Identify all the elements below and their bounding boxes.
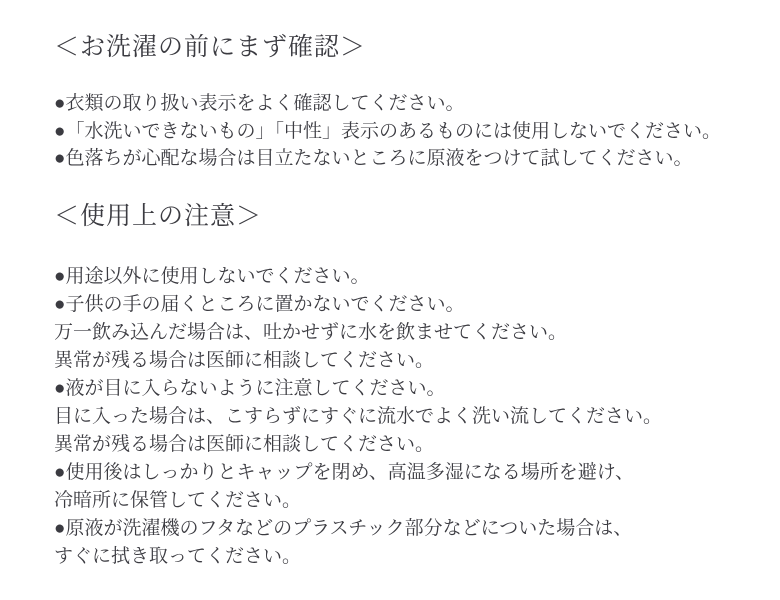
instruction-line: ●「水洗いできないもの」「中性」表示のあるものには使用しないでください。 (54, 120, 721, 142)
instruction-line: ●衣類の取り扱い表示をよく確認してください。 (54, 93, 465, 114)
instruction-line: ●使用後はしっかりとキャップを閉め、高温多湿になる場所を避け、 (54, 461, 634, 483)
instruction-line: 冷暗所に保管してください。 (54, 489, 302, 511)
instruction-line: 万一飲み込んだ場合は、吐かせずに水を飲ませてください。 (54, 321, 568, 343)
instruction-line: 異常が残る場合は医師に相談してください。 (54, 349, 435, 371)
pre-wash-check-lines (54, 90, 766, 173)
section-usage-precautions (54, 199, 766, 571)
instruction-line: すぐに拭き取ってください。 (54, 545, 302, 567)
instruction-line: ●用途以外に使用しないでください。 (54, 265, 370, 287)
instruction-line: ●液が目に入らないように注意してください。 (54, 377, 446, 399)
instruction-line: ●原液が洗濯機のフタなどのプラスチック部分などについた場合は、 (54, 517, 633, 539)
instruction-line: 異常が残る場合は医師に相談してください。 (54, 433, 435, 455)
usage-precaution-lines (54, 263, 766, 571)
section-heading-pre-wash-check: ＜お洗濯の前にまず確認＞ (54, 34, 367, 61)
section-pre-wash-check (54, 30, 766, 173)
instruction-line: ●子供の手の届くところに置かないでください。 (54, 293, 465, 315)
instruction-line: 目に入った場合は、こすらずにすぐに流水でよく洗い流してください。 (54, 405, 663, 427)
instruction-line: ●色落ちが心配な場合は目立たないところに原液をつけて試してください。 (54, 148, 693, 169)
section-heading-usage-precautions: ＜使用上の注意＞ (54, 202, 263, 230)
